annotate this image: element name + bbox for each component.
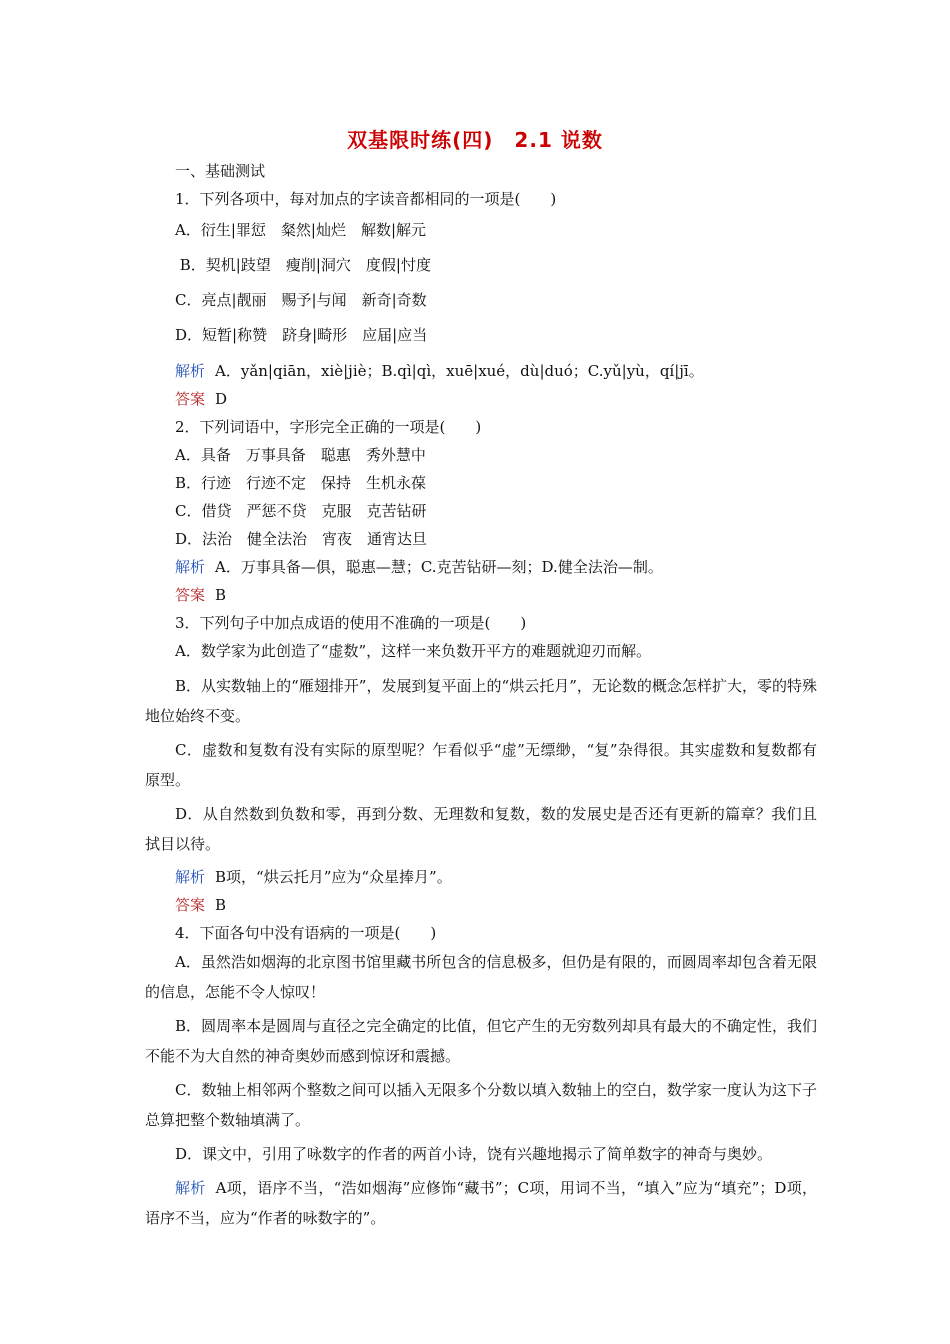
question-3-option-a: A．数学家为此创造了“虚数”，这样一来负数开平方的难题就迎刃而解。 — [175, 642, 652, 660]
question-1-option-a: A．衍生|罪愆 粲然|灿烂 解数|解元 — [175, 221, 426, 239]
question-3-stem: 3．下列句子中加点成语的使用不准确的一项是( ) — [175, 614, 527, 632]
answer-label: 答案 — [175, 390, 206, 408]
answer-label: 答案 — [175, 896, 206, 914]
section-heading: 一、基础测试 — [175, 162, 266, 180]
question-1-option-c: C．亮点|靓丽 赐予|与闻 新奇|奇数 — [175, 291, 427, 309]
question-3-analysis — [145, 863, 817, 891]
question-3-option-b: B．从实数轴上的“雁翅排开”，发展到复平面上的“烘云托月”，无论数的概念怎样扩大，零的特殊地位始终不变。 — [145, 677, 817, 725]
analysis-label: 解析 — [175, 1179, 206, 1197]
question-1-answer — [145, 385, 817, 413]
document-body — [145, 157, 817, 1237]
question-4-option-b: B．圆周率本是圆周与直径之完全确定的比值，但它产生的无穷数列却具有最大的不确定性，我们不能不为大自然的神奇奥妙而感到惊讶和震撼。 — [145, 1017, 817, 1065]
question-4-option-d: D．课文中，引用了咏数字的作者的两首小诗，饶有兴趣地揭示了简单数字的神奇与奥妙。 — [175, 1145, 773, 1163]
question-2-option-a: A．具备 万事具备 聪惠 秀外慧中 — [175, 446, 426, 464]
question-2-answer — [145, 581, 817, 609]
analysis-text: B项，“烘云托月”应为“众星捧月”。 — [215, 868, 452, 886]
question-1-analysis — [145, 357, 817, 385]
question-1-option-d: D．短暂|称赞 跻身|畸形 应届|应当 — [175, 326, 428, 344]
question-2-stem: 2．下列词语中，字形完全正确的一项是( ) — [175, 418, 482, 436]
question-4-option-c: C．数轴上相邻两个整数之间可以插入无限多个分数以填入数轴上的空白，数学家一度认为这下子总算把整个数轴填满了。 — [145, 1081, 817, 1129]
analysis-text: A．万事具备—俱，聪惠—慧；C.克苦钻研—刻；D.健全法治—制。 — [215, 558, 663, 576]
answer-label: 答案 — [175, 586, 206, 604]
question-4-option-a: A．虽然浩如烟海的北京图书馆里藏书所包含的信息极多，但仍是有限的，而圆周率却包含着无限的信息，怎能不令人惊叹！ — [145, 953, 817, 1001]
analysis-label: 解析 — [175, 362, 206, 380]
question-2-option-d: D．法治 健全法治 宵夜 通宵达旦 — [175, 530, 428, 548]
page-title: 双基限时练(四) 2.1 说数 — [347, 128, 603, 152]
question-1-stem: 1．下列各项中，每对加点的字读音都相同的一项是( ) — [175, 190, 557, 208]
question-1-option-b: B．契机|跂望 瘦削|洞穴 度假|忖度 — [175, 256, 431, 274]
question-4-stem: 4．下面各句中没有语病的一项是( ) — [175, 924, 437, 942]
answer-text: B — [215, 586, 227, 604]
analysis-text: A项，语序不当，“浩如烟海”应修饰“藏书”；C项，用词不当，“填入”应为“填充”；D项，语序不当，应为“作者的咏数字的”。 — [145, 1179, 817, 1227]
question-2-analysis — [145, 553, 817, 581]
question-3-option-c: C．虚数和复数有没有实际的原型呢？乍看似乎“虚”无缥缈，“复”杂得很。其实虚数和复数都有原型。 — [145, 741, 817, 789]
question-3-option-d: D．从自然数到负数和零，再到分数、无理数和复数，数的发展史是否还有更新的篇章？我们且拭目以待。 — [145, 805, 817, 853]
question-2-option-c: C．借贷 严惩不贷 克服 克苦钻研 — [175, 502, 427, 520]
answer-text: D — [215, 390, 228, 408]
question-3-answer — [145, 891, 817, 919]
analysis-label: 解析 — [175, 558, 206, 576]
analysis-label: 解析 — [175, 868, 206, 886]
answer-text: B — [215, 896, 227, 914]
analysis-text: A．yǎn|qiān，xiè|jiè；B.qì|qì，xuē|xué，dù|duó；C.yǔ|yù，qí|jī。 — [215, 362, 704, 380]
question-4-analysis — [145, 1173, 817, 1233]
question-2-option-b: B．行迹 行迹不定 保持 生机永葆 — [175, 474, 427, 492]
